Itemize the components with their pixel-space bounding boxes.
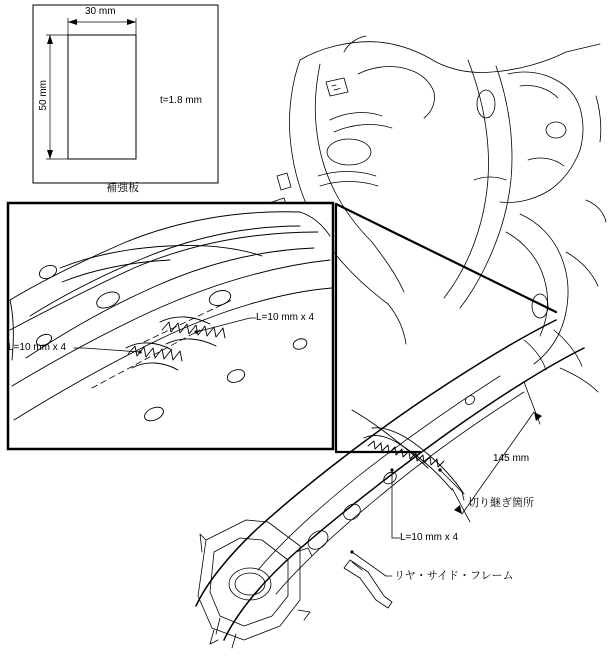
main-dimension-label: 145 mm: [493, 453, 530, 464]
plate-width-label: 30 mm: [85, 6, 116, 17]
plate-height-label: 50 mm: [38, 80, 49, 111]
cut-point-label: 切り継ぎ箇所: [468, 497, 534, 509]
main-weld-label: L=10 mm x 4: [400, 532, 459, 543]
inset-weld-label-left: L=10 mm x 4: [8, 342, 67, 353]
rear-side-frame-label: リヤ・サイド・フレーム: [394, 570, 514, 582]
plate-thickness-label: t=1.8 mm: [160, 95, 202, 106]
inset-weld-label-right: L=10 mm x 4: [256, 312, 315, 323]
plate-caption: 補強板: [106, 182, 139, 194]
